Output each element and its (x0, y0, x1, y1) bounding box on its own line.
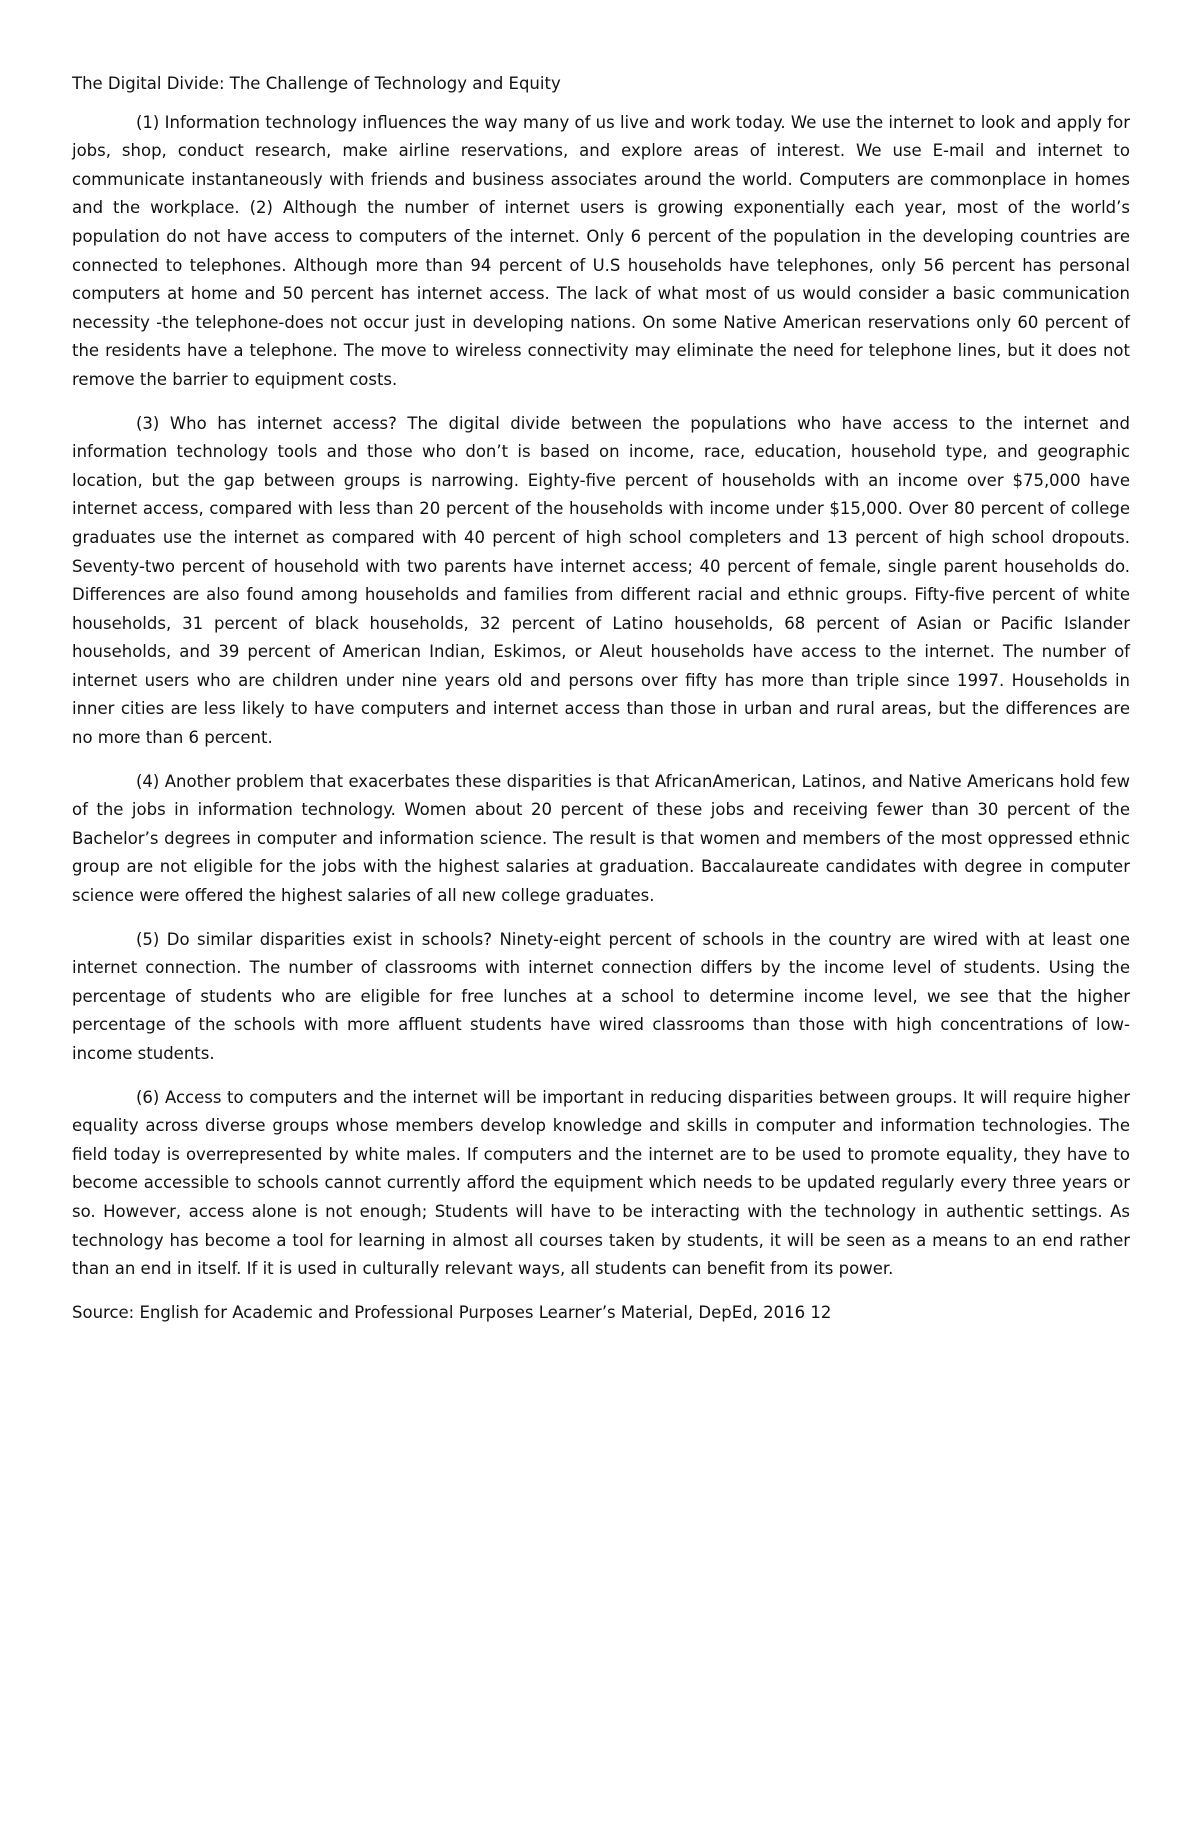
paragraph-5: (5) Do similar disparities exist in schools? Ninety-eight percent of schools in the country are wired with at least one internet connection. The number of classrooms with internet connection differs by the income level of students. Using the percentage of students who are eligible for free lunches at a school to determine income level, we see that the higher percentage of the schools with more affluent students have wired classrooms than those with high concentrations of low-income students. (72, 929, 1130, 1063)
paragraph-6: (6) Access to computers and the internet will be important in reducing disparities between groups. It will require higher equality across diverse groups whose members develop knowledge and skills in computer and information technologies. The field today is overrepresented by white males. If computers and the internet are to be used to promote equality, they have to become accessible to schools cannot currently afford the equipment which needs to be updated regularly every three years or so. However, access alone is not enough; Students will have to be interacting with the technology in authentic settings. As technology has become a tool for learning in almost all courses taken by students, it will be seen as a means to an end rather than an end in itself. If it is used in culturally relevant ways, all students can benefit from its power. (72, 1087, 1130, 1279)
paragraph-4: (4) Another problem that exacerbates these disparities is that AfricanAmerican, Latinos, and Native Americans hold few of the jobs in information technology. Women about 20 percent of these jobs and receiving fewer than 30 percent of the Bachelor’s degrees in computer and information science. The result is that women and members of the most oppressed ethnic group are not eligible for the jobs with the highest salaries at graduation. Baccalaureate candidates with degree in computer science were offered the highest salaries of all new college graduates. (72, 771, 1130, 906)
paragraph-1-2: (1) Information technology influences the way many of us live and work today. We use the internet to look and apply for jobs, shop, conduct research, make airline reservations, and explore areas of interest. We use E-mail and internet to communicate instantaneously with friends and business associates around the world. Computers are commonplace in homes and the workplace. (2) Although the number of internet users is growing exponentially each year, most of the world’s population do not have access to computers of the internet. Only 6 percent of the population in the developing countries are connected to telephones. Although more than 94 percent of U.S households have telephones, only 56 percent has personal computers at home and 50 percent has internet access. The lack of what most of us would consider a basic communication necessity -the telephone-does not occur just in developing nations. On some Native American reservations only 60 percent of the residents have a telephone. The move to wireless connectivity may eliminate the need for telephone lines, but it does not remove the barrier to equipment costs. (72, 112, 1130, 389)
document-title: The Digital Divide: The Challenge of Technology and Equity (72, 74, 561, 93)
document-page (72, 70, 1130, 1327)
source-citation: Source: English for Academic and Professional Purposes Learner’s Material, DepEd, 2016 12 (72, 1302, 832, 1322)
paragraph-3: (3) Who has internet access? The digital divide between the populations who have access to the internet and information technology tools and those who don’t is based on income, race, education, household type, and geographic location, but the gap between groups is narrowing. Eighty-five percent of households with an income over $75,000 have internet access, compared with less than 20 percent of the households with income under $15,000. Over 80 percent of college graduates use the internet as compared with 40 percent of high school completers and 13 percent of high school dropouts. Seventy-two percent of household with two parents have internet access; 40 percent of female, single parent households do. Differences are also found among households and families from different racial and ethnic groups. Fifty-five percent of white households, 31 percent of black households, 32 percent of Latino households, 68 percent of Asian or Pacific Islander households, and 39 percent of American Indian, Eskimos, or Aleut households have access to the internet. The number of internet users who are children under nine years old and persons over fifty has more than triple since 1997. Households in inner cities are less likely to have computers and internet access than those in urban and rural areas, but the differences are no more than 6 percent. (72, 413, 1130, 748)
